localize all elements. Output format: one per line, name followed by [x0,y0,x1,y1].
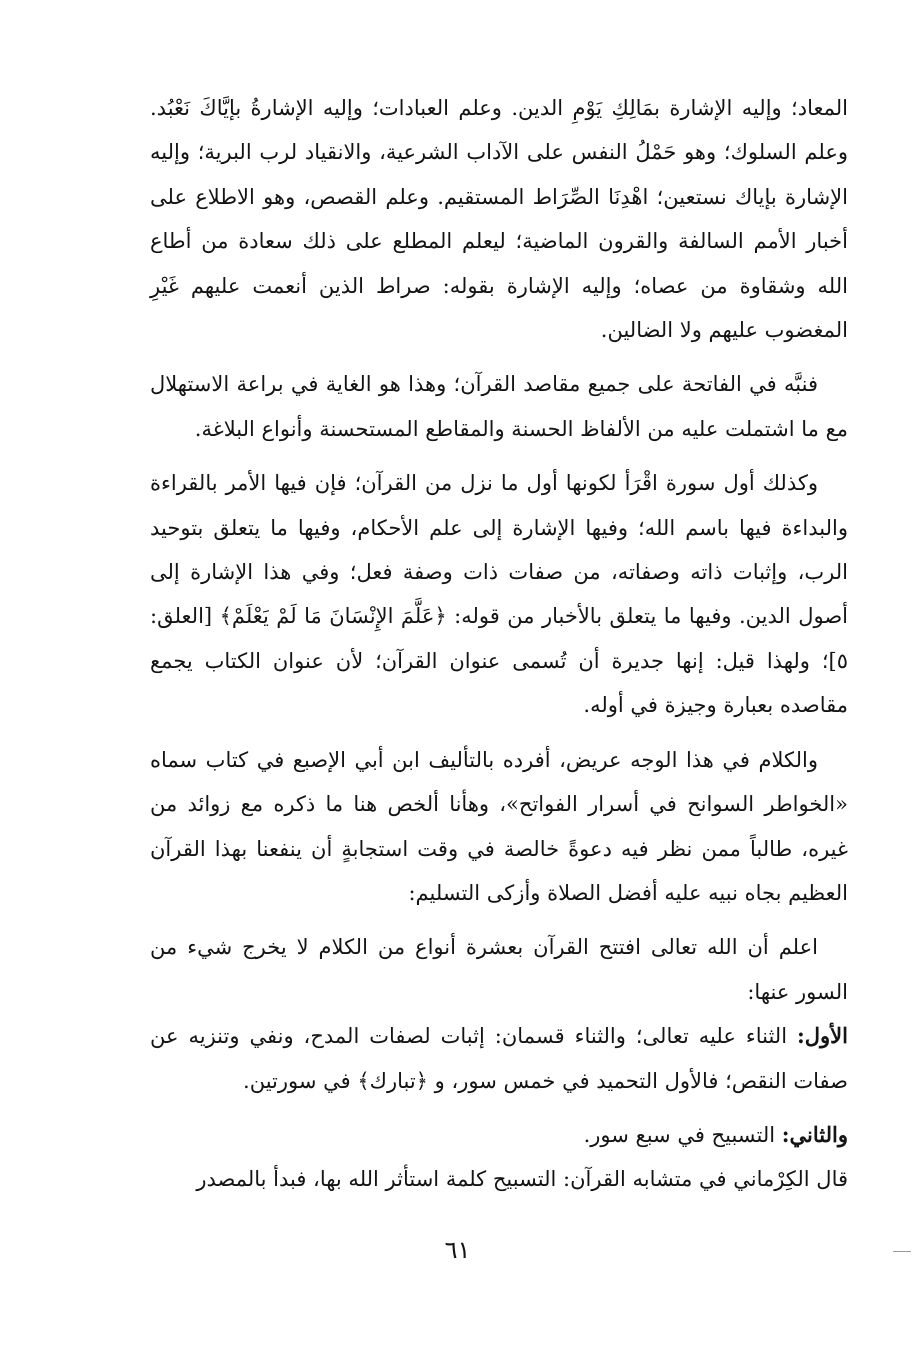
scan-edge-mark [893,1251,911,1252]
paragraph-text: والكلام في هذا الوجه عريض، أفرده بالتأليف ابن أبي الإصبع في كتاب سماه «الخواطر السوانح في أسرار الفواتح»، وهأنا ألخص هنا ما ذكره مع زوائد من غيره، طالباً ممن نظر فيه دعوةً خالصة في وقت استجابةٍ أن ينفعنا بهذا القرآن العظيم بجاه نبيه عليه أفضل الصلاة وأزكى التسليم: [150,747,848,905]
paragraph-1 [150,86,848,352]
paragraph-5 [150,925,848,1014]
paragraph-4 [150,738,848,916]
paragraph-text: اعلم أن الله تعالى افتتح القرآن بعشرة أنواع من الكلام لا يخرج شيء من السور عنها: [150,935,848,1004]
paragraph-text: المعاد؛ وإليه الإشارة بمَالِكِ يَوْمِ الدين. وعلم العبادات؛ وإليه الإشارةُ بإيَّاكَ نَعْبُد. وعلم السلوك؛ وهو حَمْلُ النفس على الآداب الشرعية، والانقياد لرب البرية؛ وإليه الإشارة بإياك نستعين؛ اهْدِنَا الصِّرَاط المستقيم. وعلم القصص، وهو الاطلاع على أخبار الأمم السالفة والقرون الماضية؛ ليعلم المطلع على ذلك سعادة من أطاع الله وشقاوة من عصاه؛ وإليه الإشارة بقوله: صراط الذين أنعمت عليهم غَيْرِ المغضوب عليهم ولا الضالين. [150,96,848,343]
paragraph-text: فنبَّه في الفاتحة على جميع مقاصد القرآن؛ وهذا هو الغاية في براعة الاستهلال مع ما اشتملت عليه من الألفاظ الحسنة والمقاطع المستحسنة وأنواع البلاغة. [150,372,848,441]
section-lead: الأول: [797,1023,848,1049]
page-number: ٦١ [444,1236,471,1264]
paragraph-7 [150,1113,848,1157]
paragraph-2 [150,362,848,451]
section-lead: والثاني: [781,1121,848,1147]
paragraph-text: الثناء عليه تعالى؛ والثناء قسمان: إثبات لصفات المدح، ونفي وتنزيه عن صفات النقص؛ فالأول التحميد في خمس سور، و ﴿تبارك﴾ في سورتين. [150,1024,848,1093]
paragraph-text: قال الكِرْماني في متشابه القرآن: التسبيح كلمة استأثر الله بها، فبدأ بالمصدر [196,1167,848,1192]
page-body-text [150,86,848,1202]
paragraph-text: وكذلك أول سورة اقْرَأ لكونها أول ما نزل من القرآن؛ فإن فيها الأمر بالقراءة والبداءة فيها باسم الله؛ وفيها الإشارة إلى علم الأحكام، وفيها ما يتعلق بتوحيد الرب، وإثبات ذاته وصفاته، من صفات ذات وصفة فعل؛ وفي هذا الإشارة إلى أصول الدين. وفيها ما يتعلق بالأخبار من قوله: ﴿عَلَّمَ الإِنْسَانَ مَا لَمْ يَعْلَمْ﴾ [العلق: ٥]؛ ولهذا قيل: إنها جديرة أن تُسمى عنوان القرآن؛ لأن عنوان الكتاب يجمع مقاصده بعبارة وجيزة في أوله. [150,471,848,718]
paragraph-6 [150,1014,848,1103]
paragraph-8 [150,1157,848,1201]
paragraph-text: التسبيح في سبع سور. [583,1122,776,1147]
paragraph-3 [150,461,848,727]
